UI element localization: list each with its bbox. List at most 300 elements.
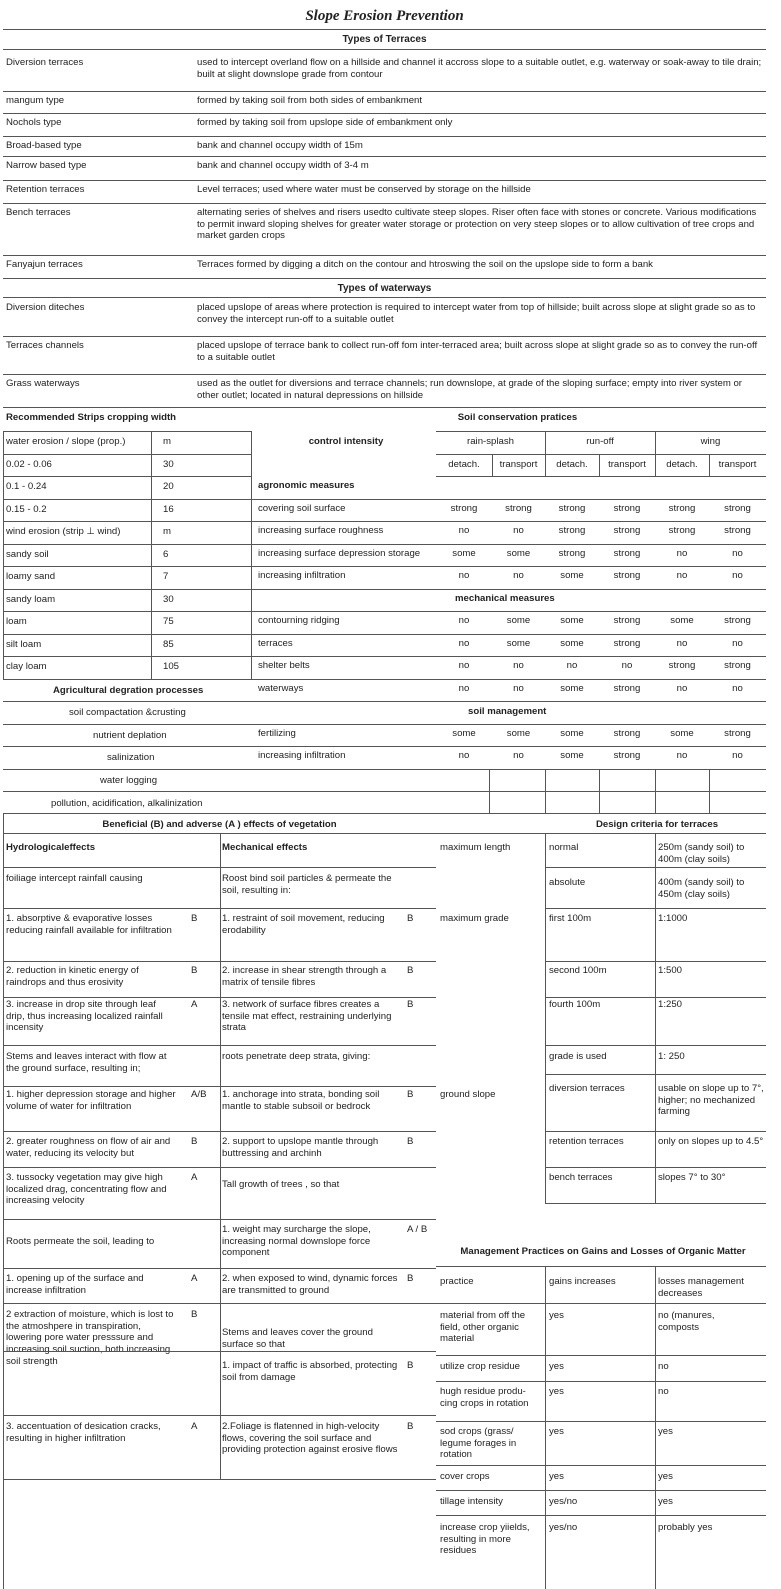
strip-row-label: clay loam [6,661,47,672]
mgmt-gain: yes/no [549,1496,578,1507]
effect-tag: B [191,913,198,924]
rule-line [545,1203,766,1204]
intensity-value: strong [668,525,696,536]
soil-practice-label: terraces [258,638,293,649]
intensity-value: no [513,660,524,671]
terrace-type-desc: Terraces formed by digging a ditch on the contour and htroswing the soil on the upslope side to form a bank [197,259,653,270]
rule-line [3,29,766,30]
terrace-type-name: Retention terraces [6,184,85,195]
column-header: Mechanical effects [222,842,308,853]
rule-line [3,679,766,680]
mechanical-effect: 2. increase in shear strength through a matrix of tensile fibres [222,965,387,988]
rule-line [251,499,766,500]
terrace-type-desc: bank and channel occupy width of 15m [197,140,363,151]
waterway-name: Grass waterways [6,378,80,389]
terrace-type-desc: Level terraces; used where water must be conserved by storage on the hillside [197,184,531,195]
intensity-value: no [458,750,470,761]
rule-line [545,1131,766,1132]
intensity-value: some [506,728,531,739]
design-value: 1: 250 [658,1051,685,1062]
rule-line [251,656,766,657]
rule-line [436,1515,766,1516]
measure-group-heading: agronomic measures [258,480,355,491]
intensity-value: strong [613,728,641,739]
mechanical-effect: Stems and leaves cover the ground surface so that [222,1327,373,1350]
rule-line [545,1045,766,1046]
hydrological-effect: 1. absorptive & evaporative losses reducing rainfall available for infiltration [6,913,172,936]
column-line [545,1266,546,1589]
intensity-value: strong [613,548,641,559]
hydrological-effect: Stems and leaves interact with flow at the ground surface, resulting in; [6,1051,167,1074]
terrace-type-name: mangum type [6,95,65,106]
mgmt-loss: yes [658,1496,673,1507]
hydrological-effect: 2. reduction in kinetic energy of raindrops and thus erosivity [6,965,139,988]
intensity-value: strong [450,503,478,514]
soil-practice-label: increasing surface roughness [258,525,384,536]
rule-line [3,336,766,337]
design-criterion: first 100m [549,913,592,924]
rule-line [3,203,766,204]
intensity-value: no [732,683,743,694]
design-value: usable on slope up to 7°, higher; no mechanized farming [658,1083,764,1118]
rule-line [3,91,766,92]
mechanical-effect: 1. weight may surcharge the slope, increasing normal downslope force component [222,1224,371,1259]
agri-process: soil compactation &crusting [69,707,186,718]
sub-header: transport [499,459,538,470]
sub-header: detach. [448,459,480,470]
hydrological-effect: 1. opening up of the surface and increase infiltration [6,1273,144,1296]
intensity-value: some [670,615,694,626]
waterway-name: Diversion diteches [6,302,85,313]
terrace-type-name: Broad-based type [6,140,82,151]
intensity-value: no [676,683,688,694]
mechanical-effect: 1. anchorage into strata, bonding soil mantle to stable subsoil or bedrock [222,1089,380,1112]
strip-column-header: m [163,436,171,447]
rule-line [3,813,766,814]
design-criterion: normal [549,842,579,853]
rule-line [3,255,766,256]
strip-row-value: 85 [163,639,174,650]
hydrological-effect: 3. tussocky vegetation may give high localized drag, concentrating flow and increasing velocity [6,1172,167,1207]
section-heading: Soil conservation pratices [457,412,578,423]
effect-tag: B [191,1309,198,1320]
intensity-value: some [560,570,584,581]
mechanical-effect: 2. when exposed to wind, dynamic forces are transmitted to ground [222,1273,398,1296]
rule-line [436,454,766,455]
design-criterion: bench terraces [549,1172,613,1183]
soil-practice-label: fertilizing [258,728,296,739]
hydrological-effect: 3. increase in drop site through leaf drip, thus increasing localized rainfall incensity [6,999,163,1034]
rule-line [545,961,766,962]
intensity-value: no [732,638,743,649]
intensity-value: strong [613,638,641,649]
intensity-value: strong [613,525,641,536]
hydrological-effect: foiliage intercept rainfall causing [6,873,143,884]
strip-row-value: 6 [163,549,169,560]
hydrological-effect: 1. higher depression storage and higher volume of water for infiltration [6,1089,176,1112]
rule-line [436,1355,766,1356]
intensity-value: some [560,638,584,649]
strip-row-label: silt loam [6,639,42,650]
design-group-label: maximum grade [440,913,509,924]
rule-line [3,701,251,702]
strip-row-value: 75 [163,616,174,627]
mechanical-effect: 2. support to upslope mantle through buttressing and archinh [222,1136,379,1159]
intensity-value: some [452,548,476,559]
terrace-type-name: Fanyajun terraces [6,259,83,270]
column-line [655,833,656,1203]
strip-row-value: 16 [163,504,174,515]
effect-tag: A [191,1172,198,1183]
design-value: 1:500 [658,965,683,976]
rule-line [251,611,766,612]
intensity-value: strong [724,660,751,671]
intensity-value: no [676,570,688,581]
effect-tag: B [407,1421,414,1432]
design-value: slopes 7° to 30° [658,1172,726,1183]
rule-line [436,1465,766,1466]
strip-row-value: 30 [163,594,174,605]
effect-tag: B [407,1360,414,1371]
rule-line [3,791,766,792]
effect-tag: B [407,1089,414,1100]
design-value: 250m (sandy soil) to 400m (clay soils) [658,842,745,865]
agri-process: water logging [100,775,158,786]
mgmt-column-header: gains increases [549,1276,616,1287]
rule-line [3,136,766,137]
rule-line [3,156,766,157]
rule-line [545,1074,766,1075]
section-heading: Beneficial (B) and adverse (A ) effects of vegetation [102,819,337,830]
effect-tag: B [407,999,414,1010]
column-line [489,769,490,813]
rule-line [436,476,766,477]
strip-row-label: loam [6,616,27,627]
rule-line [251,634,766,635]
terrace-type-desc: formed by taking soil from both sides of embankment [197,95,423,106]
sub-header: transport [718,459,757,470]
design-value: 1:250 [658,999,683,1010]
rule-line [3,544,251,545]
design-criterion: fourth 100m [549,999,601,1010]
terrace-type-name: Narrow based type [6,160,87,171]
intensity-value: some [452,728,476,739]
strip-row-label: 0.1 - 0.24 [6,481,47,492]
intensity-value: some [670,728,694,739]
strip-row-value: 30 [163,459,174,470]
page-title: Slope Erosion Prevention [305,8,464,24]
rule-line [3,634,251,635]
intensity-value: no [458,570,470,581]
intensity-value: some [560,728,584,739]
design-value: 1:1000 [658,913,688,924]
rule-line [3,521,251,522]
intensity-value: strong [724,503,751,514]
mechanical-effect: 1. impact of traffic is absorbed, protecting soil from damage [222,1360,398,1383]
mgmt-column-header: losses management decreases [658,1276,744,1299]
section-heading: Recommended Strips cropping width [6,412,177,423]
intensity-value: strong [558,525,586,536]
column-line [3,431,4,679]
design-criterion: absolute [549,877,586,888]
strip-row-value: 105 [163,661,180,672]
mechanical-effect: 1. restraint of soil movement, reducing erodability [222,913,385,936]
mgmt-gain: yes [549,1471,564,1482]
strip-column-header: water erosion / slope (prop.) [6,436,126,447]
effect-tag: B [407,1273,414,1284]
intensity-value: no [676,548,688,559]
rule-line [3,566,251,567]
rule-line [3,49,766,50]
intensity-value: no [458,683,470,694]
intensity-value: some [560,750,584,761]
effect-tag: B [407,913,414,924]
waterway-name: Terraces channels [6,340,84,351]
mgmt-practice: hugh residue produ-cing crops in rotation [440,1386,529,1409]
rule-line [251,701,766,702]
rule-line [3,589,251,590]
intensity-value: no [458,660,470,671]
rule-line [251,521,766,522]
column-line [251,431,252,679]
rule-line [3,611,251,612]
column-line [545,833,546,1203]
hydrological-effect: 2. greater roughness on flow of air and water, reducing its velocity but [6,1136,171,1159]
intensity-value: no [621,660,633,671]
effect-tag: A [191,1273,198,1284]
section-heading: Design criteria for terraces [595,819,719,830]
agri-process: salinization [107,752,155,763]
mgmt-column-header: practice [440,1276,474,1287]
soil-practice-label: increasing infiltration [258,750,346,761]
design-criterion: diversion terraces [549,1083,625,1094]
strip-row-value: 7 [163,571,169,582]
rule-line [545,908,766,909]
section-heading: Management Practices on Gains and Losses of Organic Matter [460,1246,746,1257]
effect-tag: B [191,1136,198,1147]
mechanical-effect: Roost bind soil particles & permeate the soil, resulting in: [222,873,392,896]
rule-line [251,589,766,590]
sub-header: detach. [666,459,698,470]
intensity-value: no [732,570,743,581]
rule-line [3,374,766,375]
terrace-type-name: Nochols type [6,117,62,128]
intensity-value: no [732,548,743,559]
mgmt-loss: no [658,1361,669,1372]
intensity-value: no [513,750,524,761]
rule-line [3,113,766,114]
intensity-value: strong [724,525,751,536]
intensity-value: no [458,525,470,536]
intensity-value: no [676,638,688,649]
mgmt-practice: utilize crop residue [440,1361,520,1372]
intensity-value: strong [613,570,641,581]
rule-line [3,746,766,747]
mgmt-loss: yes [658,1471,673,1482]
group-header: run-off [586,436,614,447]
terrace-type-name: Bench terraces [6,207,71,218]
mgmt-loss: no [658,1386,669,1397]
rule-line [545,1167,766,1168]
effect-tag: A [191,999,198,1010]
sub-header: detach. [556,459,588,470]
effect-tag: B [407,965,414,976]
intensity-value: strong [668,660,696,671]
intensity-value: strong [668,503,696,514]
terrace-type-name: Diversion terraces [6,57,84,68]
effect-tag: B [407,1136,414,1147]
column-line [151,431,152,679]
mechanical-effect: 2.Foliage is flatenned in high-velocity flows, covering the soil surface and providing protection against erosive flows [222,1421,398,1456]
intensity-value: no [513,683,524,694]
effect-tag: A / B [407,1224,428,1235]
column-line [655,769,656,813]
rule-line [3,1479,436,1480]
intensity-value: strong [613,683,641,694]
rule-line [436,1421,766,1422]
design-criterion: retention terraces [549,1136,624,1147]
rule-line [251,566,766,567]
group-header: rain-splash [467,436,514,447]
mgmt-practice: material from off the field, other organic material [440,1310,526,1345]
intensity-value: no [566,660,578,671]
rule-line [436,431,766,432]
intensity-value: strong [613,615,641,626]
waterway-desc: placed upslope of areas where protection is required to intercept water from top of hillside; built across slope at slight grade so as to convey the intercept run-off to a suitable outlet [197,302,756,325]
rule-line [3,476,251,477]
rule-line [3,297,766,298]
column-line [545,769,546,813]
intensity-value: strong [724,615,751,626]
mgmt-gain: yes [549,1310,564,1321]
control-intensity-label: control intensity [308,436,384,447]
column-line [709,454,710,476]
intensity-value: no [458,638,470,649]
mgmt-loss: yes [658,1426,673,1437]
effect-tag: A [191,1421,198,1432]
intensity-value: strong [558,548,586,559]
group-header: wing [700,436,721,447]
intensity-value: no [732,750,743,761]
intensity-value: strong [613,750,641,761]
measure-group-heading: mechanical measures [455,593,555,604]
document-page [3,3,766,1583]
mgmt-loss: probably yes [658,1522,713,1533]
mgmt-gain: yes/no [549,1522,578,1533]
section-heading: Types of waterways [337,283,432,294]
agri-process: nutrient deplation [93,730,167,741]
intensity-value: strong [613,503,641,514]
agri-process: pollution, acidification, alkalinization [51,798,203,809]
strip-row-value: 20 [163,481,174,492]
soil-practice-label: shelter belts [258,660,310,671]
strip-row-label: wind erosion (strip ⊥ wind) [6,526,121,537]
section-heading: Agricultural degration processes [53,685,204,696]
strip-row-label: sandy loam [6,594,56,605]
intensity-value: no [676,750,688,761]
soil-practice-label: covering soil surface [258,503,346,514]
rule-line [436,833,766,834]
rule-line [251,544,766,545]
terrace-type-desc: alternating series of shelves and risers usedto cultivate steep slopes. Riser often face with stones or concrete. Various modifications to permit inward sloping shelves for greater water storage or protection on very steep slopes or to allow cultivation of tree crops and market garden crops [197,207,757,242]
intensity-value: strong [505,503,532,514]
hydrological-effect: 3. accentuation of desication cracks, resulting in higher infiltration [6,1421,161,1444]
strip-row-label: 0.15 - 0.2 [6,504,47,515]
rule-line [3,278,766,279]
intensity-value: no [513,570,524,581]
effect-tag: B [191,965,198,976]
intensity-value: some [506,548,531,559]
mgmt-gain: yes [549,1386,564,1397]
strip-row-value: m [163,526,171,537]
design-criterion: second 100m [549,965,607,976]
column-line [709,769,710,813]
intensity-value: some [506,615,531,626]
mechanical-effect: 3. network of surface fibres creates a tensile mat effect, restraining underlying strata [222,999,392,1034]
waterway-desc: used as the outlet for diversions and terrace channels; run downslope, at grade of the sloping surface; empty into river system or other outlet; located in natural depressions on hillside [197,378,743,401]
column-line [655,1266,656,1589]
rule-line [3,407,766,408]
design-group-label: ground slope [440,1089,496,1100]
mgmt-practice: sod crops (grass/ legume forages in rotation [440,1426,517,1461]
hydrological-effect: 2 extraction of moisture, which is lost to the atmoshpere in transpiration, lowering pore water presssure and increasing soil suction, both increasing soil strength [6,1309,174,1367]
rule-line [545,867,766,868]
mgmt-practice: cover crops [440,1471,490,1482]
terrace-type-desc: bank and channel occupy width of 3-4 m [197,160,369,171]
soil-practice-label: increasing infiltration [258,570,346,581]
mgmt-practice: increase crop yiields, resulting in more residues [440,1522,530,1557]
rule-line [3,656,251,657]
strip-row-label: 0.02 - 0.06 [6,459,52,470]
design-value: 400m (sandy soil) to 450m (clay soils) [658,877,745,900]
intensity-value: some [560,615,584,626]
rule-line [3,180,766,181]
rule-line [436,1266,766,1267]
intensity-value: no [458,615,470,626]
soil-practice-label: contourning ridging [258,615,340,626]
rule-line [545,997,766,998]
column-line [3,813,4,1589]
column-line [220,833,221,1479]
section-heading: Types of Terraces [342,34,427,45]
rule-line [3,454,251,455]
intensity-value: some [560,683,584,694]
design-criterion: grade is used [549,1051,607,1062]
column-line [599,454,600,476]
sub-header: transport [608,459,646,470]
strip-row-label: sandy soil [6,549,49,560]
rule-line [3,769,766,770]
soil-practice-label: increasing surface depression storage [258,548,421,559]
waterway-desc: placed upslope of terrace bank to collect run-off fom inter-terraced area; built across slope at slight grade so as to convey the run-off to a suitable outlet [197,340,758,363]
rule-line [3,499,251,500]
effect-tag: A/B [191,1089,207,1100]
rule-line [3,724,766,725]
mgmt-loss: no (manures, composts [658,1310,715,1333]
rule-line [436,1490,766,1491]
rule-line [436,1381,766,1382]
intensity-value: no [513,525,524,536]
mgmt-gain: yes [549,1426,564,1437]
mgmt-practice: tillage intensity [440,1496,503,1507]
measure-group-heading: soil management [468,706,547,717]
intensity-value: some [506,638,531,649]
hydrological-effect: Roots permeate the soil, leading to [6,1236,155,1247]
design-value: only on slopes up to 4.5° [658,1136,764,1147]
column-line [599,769,600,813]
soil-practice-label: waterways [258,683,304,694]
mgmt-gain: yes [549,1361,564,1372]
